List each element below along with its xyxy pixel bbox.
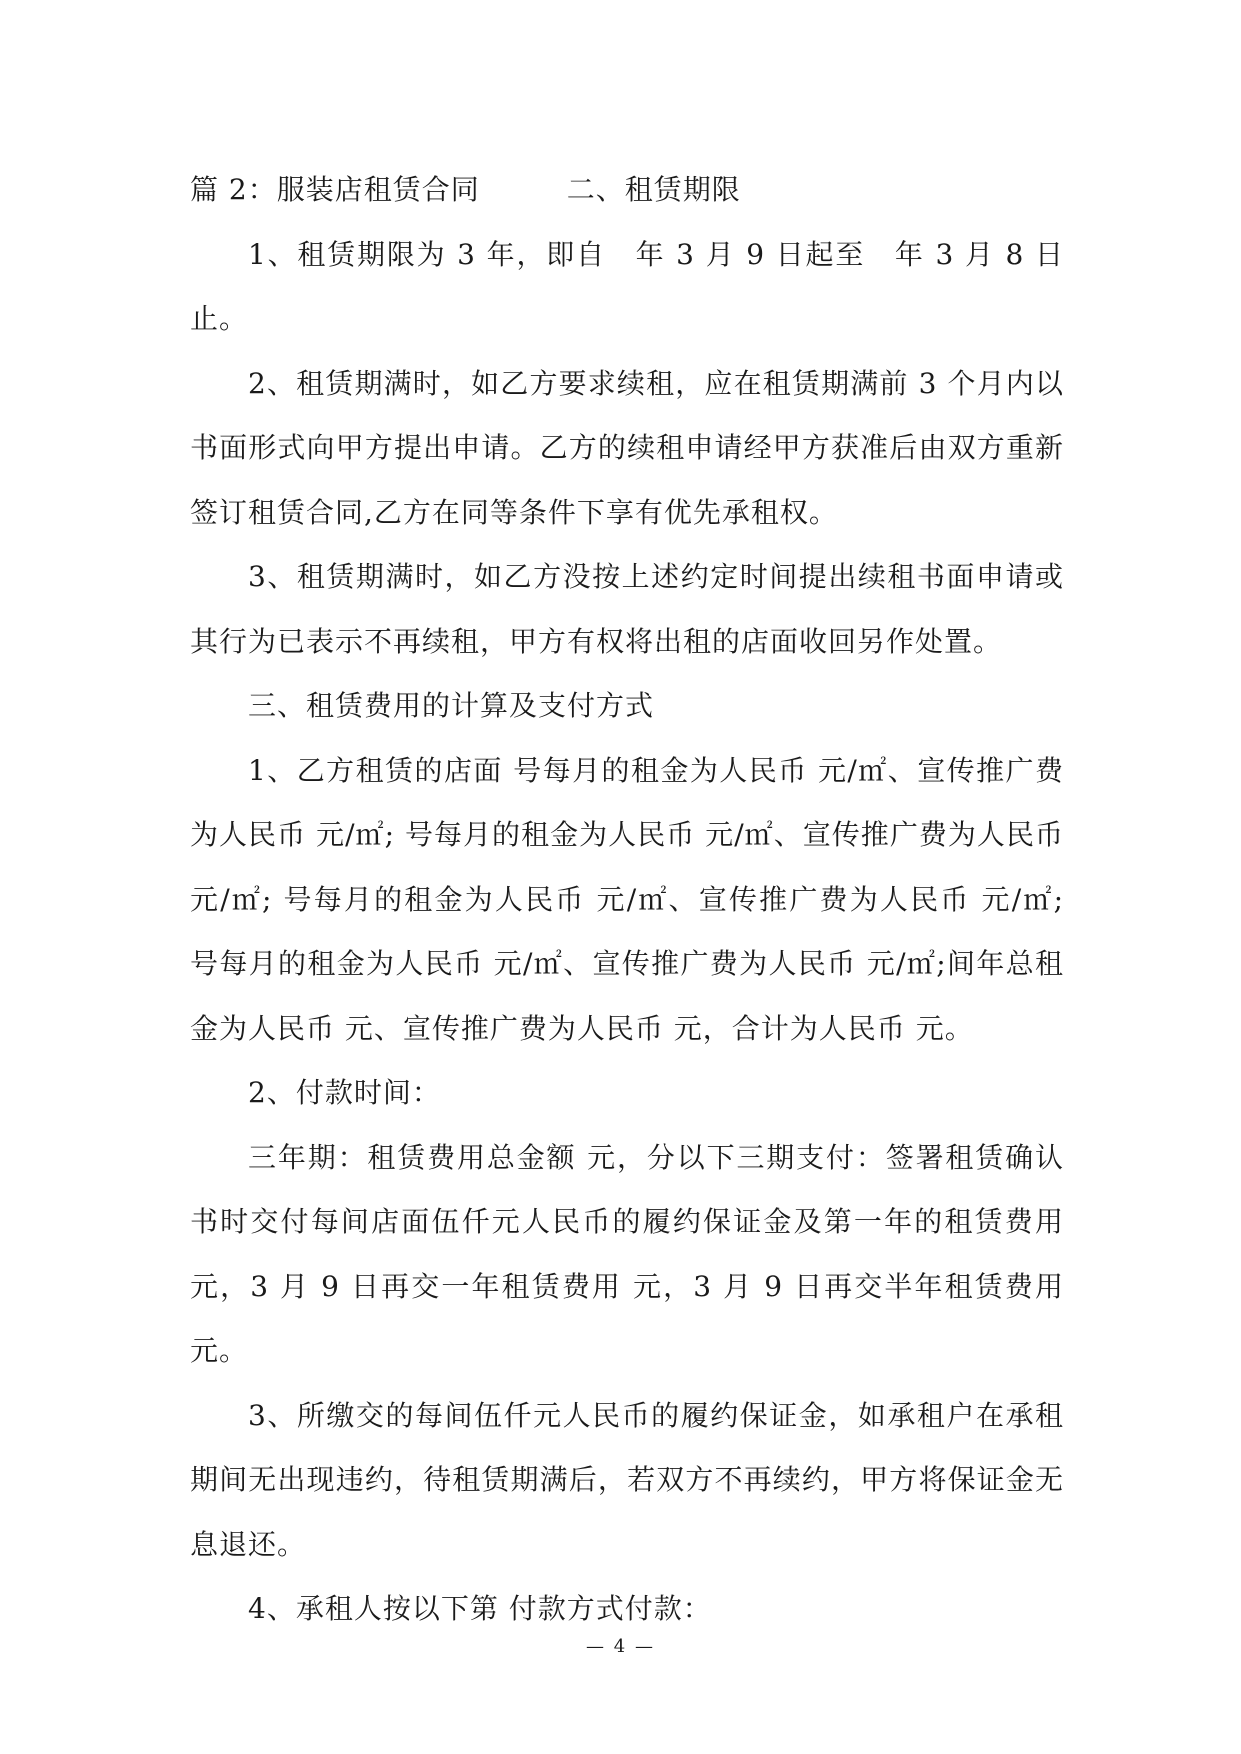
page-number: — 4 —	[586, 1636, 655, 1657]
section-heading-fees: 三、租赁费用的计算及支付方式	[248, 689, 655, 722]
document-body	[190, 158, 1064, 1642]
paragraph-payment-time: 2、付款时间：	[248, 1076, 441, 1109]
paragraph-three-year-term: 三年期：租赁费用总金额 元，分以下三期支付：签署租赁确认书时交付每间店面伍仟元人民币的履约保证金及第一年的租赁费用 元，3 月 9 日再交一年租赁费用 元，3 月 9 日再交半年租赁费用 元。	[190, 1140, 1064, 1367]
paragraph-lease-term-3: 3、租赁期满时，如乙方没按上述约定时间提出续租书面申请或其行为已表示不再续租，甲方有权将出租的店面收回另作处置。	[190, 560, 1064, 658]
paragraph-fees-1: 1、乙方租赁的店面 号每月的租金为人民币 元/㎡、宣传推广费为人民币 元/㎡; 号每月的租金为人民币 元/㎡、宣传推广费为人民币 元/㎡; 号每月的租金为人民币 元/㎡、宣传推广费为人民币 元/㎡; 号每月的租金为人民币 元/㎡、宣传推广费为人民币 元/㎡;间年总租金为人民币 元、宣传推广费为人民币 元，合计为人民币 元。	[190, 753, 1064, 1045]
paragraph-payment-method: 4、承租人按以下第 付款方式付款：	[248, 1592, 712, 1625]
section-heading-lease-term: 二、租赁期限	[566, 173, 741, 206]
paragraph-lease-term-1: 1、租赁期限为 3 年，即自 年 3 月 9 日起至 年 3 月 8 日止。	[190, 237, 1064, 335]
paragraph-lease-term-2: 2、租赁期满时，如乙方要求续租，应在租赁期满前 3 个月内以书面形式向甲方提出申请。乙方的续租申请经甲方获准后由双方重新签订租赁合同,乙方在同等条件下享有优先承租权。	[190, 366, 1064, 529]
paragraph-deposit: 3、所缴交的每间伍仟元人民币的履约保证金，如承租户在承租期间无出现违约，待租赁期满后，若双方不再续约，甲方将保证金无息退还。	[190, 1398, 1064, 1561]
document-title: 篇 2：服装店租赁合同	[190, 173, 480, 206]
title-line	[190, 158, 1064, 223]
